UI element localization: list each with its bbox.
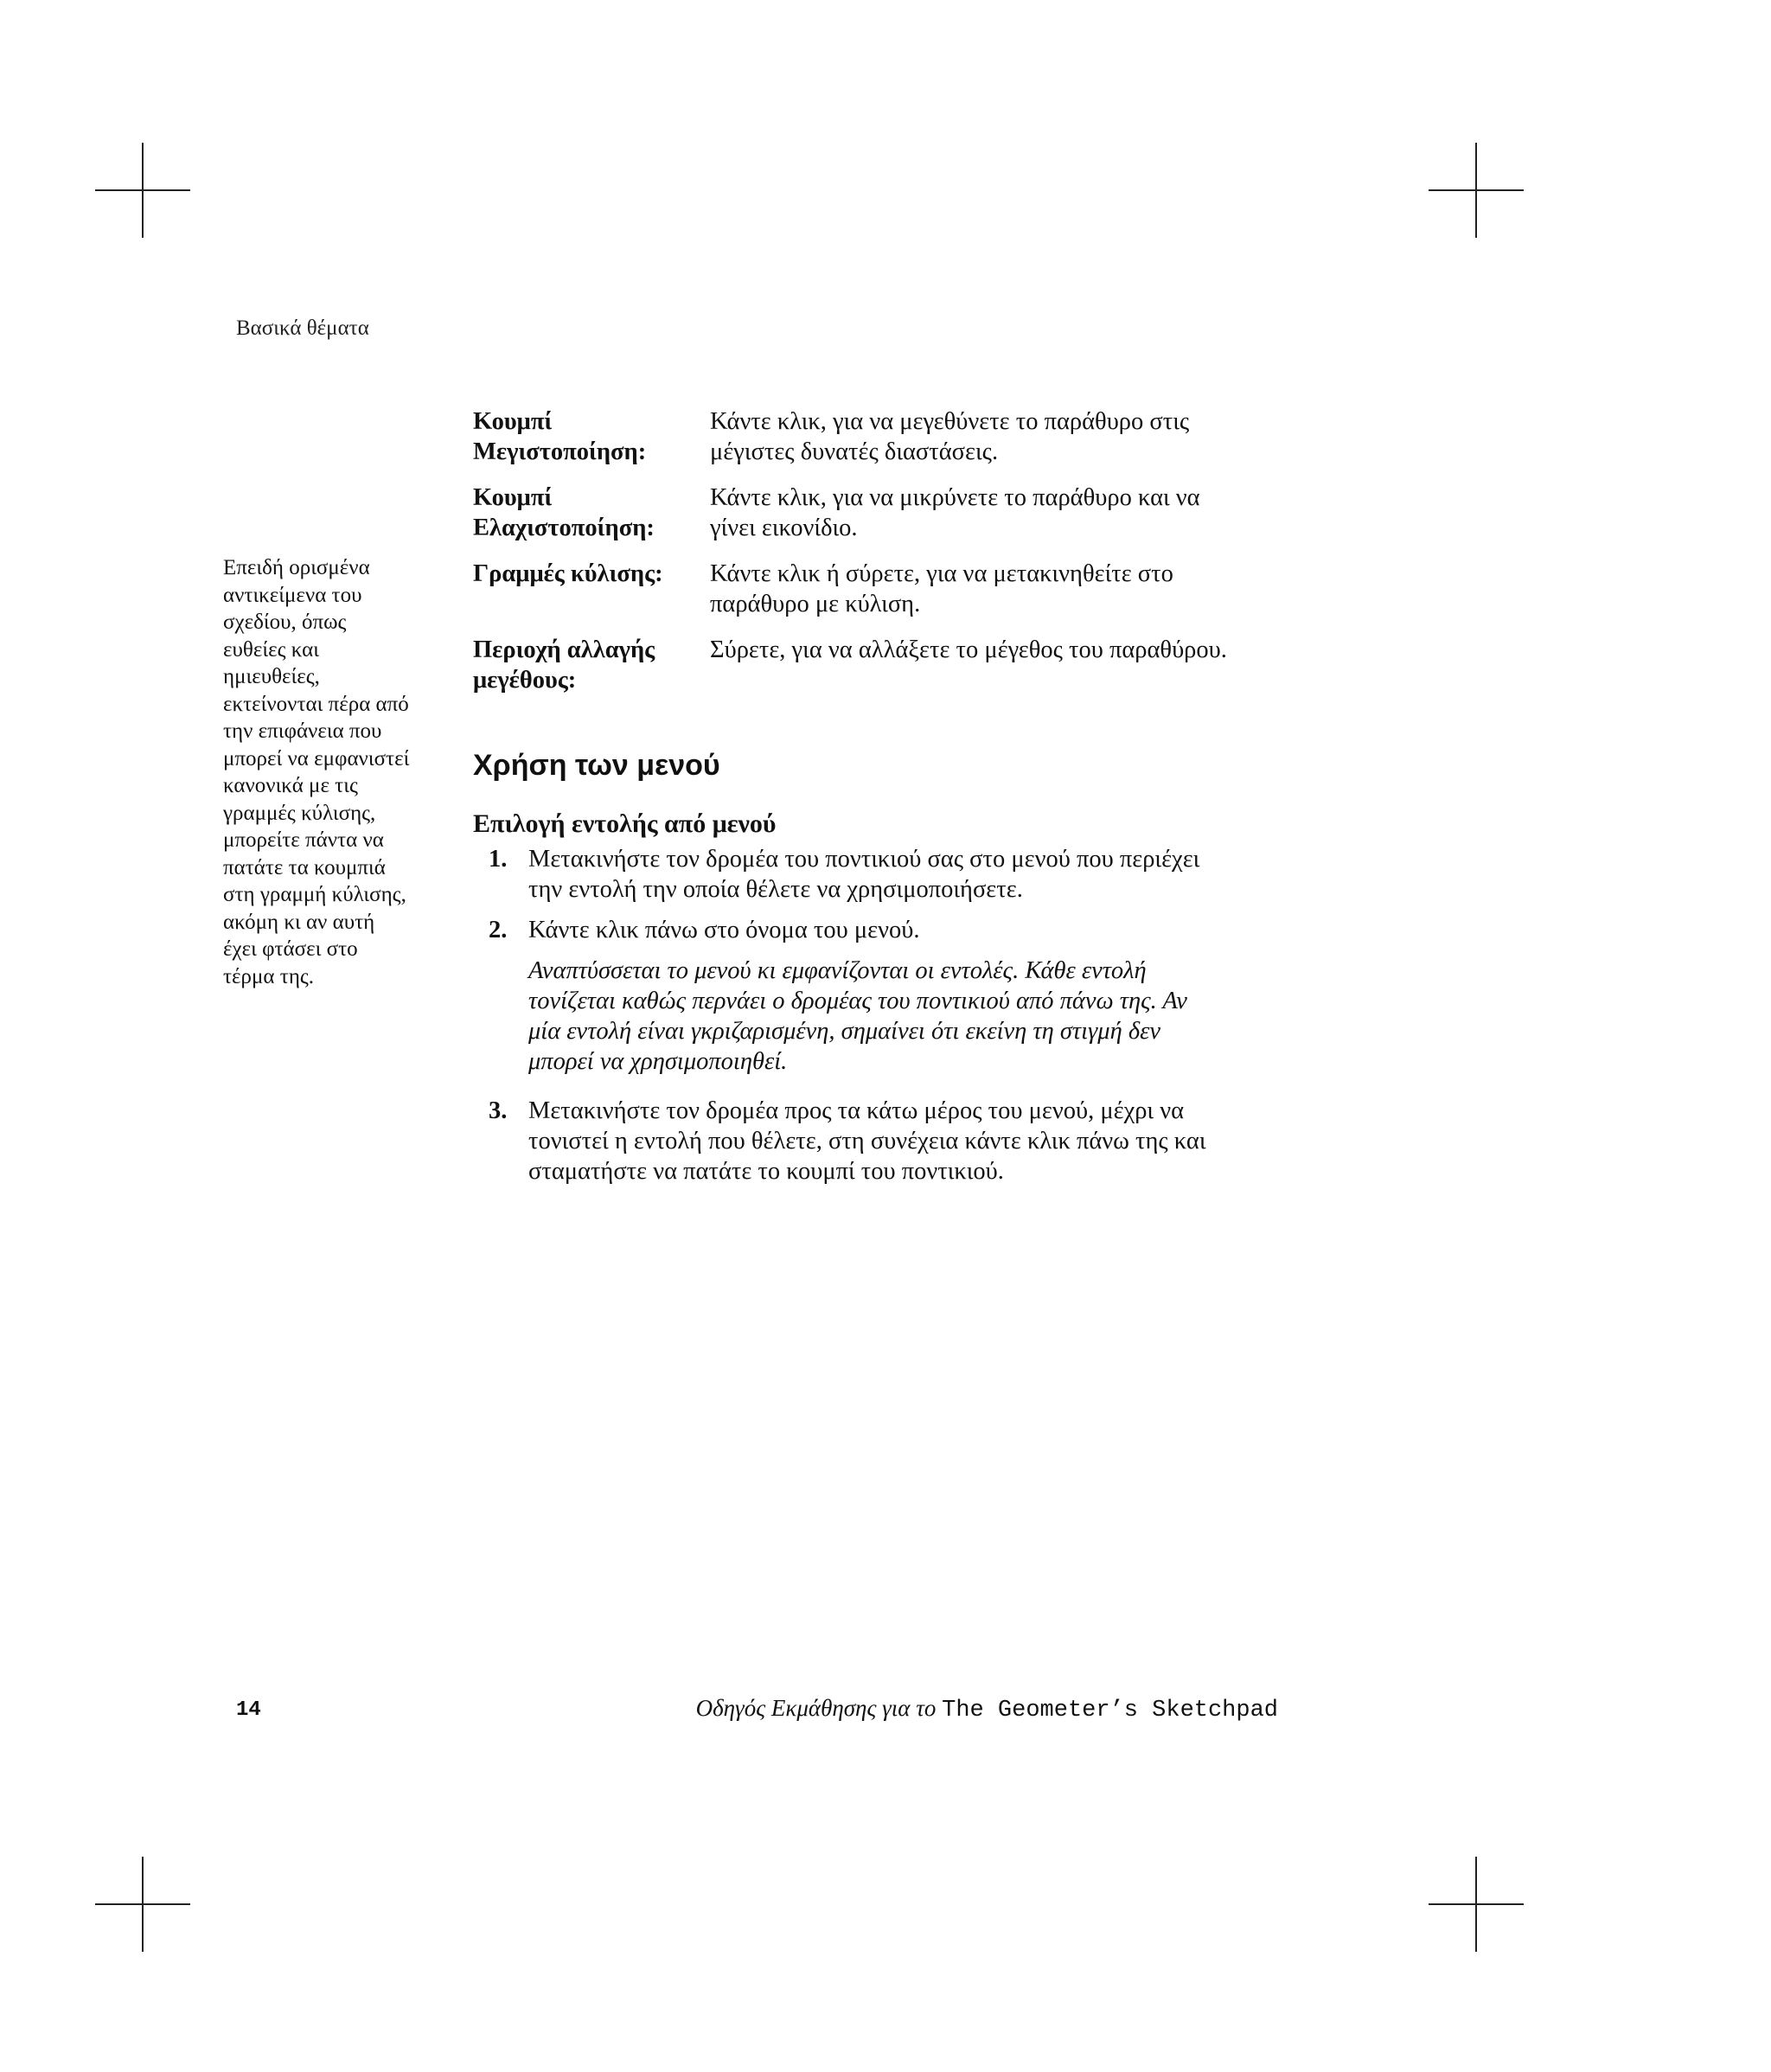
crop-mark xyxy=(142,143,144,238)
step-note-line: μπορεί να χρησιμοποιηθεί. xyxy=(528,1048,788,1075)
margin-note-line: αντικείμενα του xyxy=(223,583,362,607)
step-body xyxy=(528,1096,1206,1186)
margin-note-line: σχεδίου, όπως xyxy=(223,611,347,634)
definition-row xyxy=(473,635,1286,695)
running-header: Βασικά θέματα xyxy=(236,317,369,340)
step-list xyxy=(489,844,1284,1197)
definition-term-line: Μεγιστοποίηση: xyxy=(473,438,647,465)
margin-note-line: τέρμα της. xyxy=(223,964,315,988)
definition-row xyxy=(473,483,1286,543)
definition-row xyxy=(473,406,1286,467)
definition-description xyxy=(710,406,1189,467)
step-line: Μετακινήστε τον δρομέα προς τα κάτω μέρος του μενού, μέχρι να xyxy=(528,1097,1185,1124)
margin-note xyxy=(223,554,439,990)
definition-row xyxy=(473,559,1286,619)
definition-term-line: Περιοχή αλλαγής xyxy=(473,636,655,663)
step-note-line: Αναπτύσσεται το μενού κι εμφανίζονται οι εντολές. Κάθε εντολή xyxy=(528,957,1147,984)
step-item xyxy=(489,844,1284,905)
definition-description-line: Κάντε κλικ, για να μικρύνετε το παράθυρο και να xyxy=(710,484,1200,511)
step-number: 2. xyxy=(489,917,508,943)
margin-note-line: γραμμές κύλισης, xyxy=(223,801,376,825)
definition-term-line: Ελαχιστοποίηση: xyxy=(473,515,655,541)
step-item xyxy=(489,915,1284,1085)
margin-note-line: εκτείνονται πέρα από xyxy=(223,692,409,716)
crop-mark xyxy=(1475,1857,1477,1952)
step-line: σταματήστε να πατάτε το κουμπί του ποντικιού. xyxy=(528,1158,1004,1185)
definition-table xyxy=(473,406,1286,711)
definition-description xyxy=(710,483,1200,543)
footer-title-product: The Geometer’s Sketchpad xyxy=(942,1698,1278,1723)
subsection-title: Επιλογή εντολής από μενού xyxy=(473,809,777,838)
margin-note-line: έχει φτάσει στο xyxy=(223,937,358,961)
step-body xyxy=(528,844,1199,905)
footer-title xyxy=(696,1695,1278,1723)
margin-note-line: κανονικά με τις xyxy=(223,774,358,797)
definition-term-line: Γραμμές κύλισης: xyxy=(473,560,663,587)
definition-term xyxy=(473,406,710,467)
definition-description-line: παράθυρο με κύλιση. xyxy=(710,591,921,617)
step-result-note xyxy=(528,956,1187,1077)
crop-mark xyxy=(1475,143,1477,238)
margin-note-line: ημιευθείες, xyxy=(223,665,320,688)
definition-term xyxy=(473,559,710,619)
section-title: Χρήση των μενού xyxy=(473,749,720,782)
page-number: 14 xyxy=(236,1698,261,1722)
step-note-line: μία εντολή είναι γκριζαρισμένη, σημαίνει ότι εκείνη τη στιγμή δεν xyxy=(528,1018,1160,1045)
step-line: Μετακινήστε τον δρομέα του ποντικιού σας στο μενού που περιέχει xyxy=(528,846,1200,873)
definition-description-line: γίνει εικονίδιο. xyxy=(710,515,858,541)
step-number: 3. xyxy=(489,1097,508,1124)
margin-note-line: Επειδή ορισμένα xyxy=(223,556,370,579)
definition-description xyxy=(710,635,1227,695)
footer-title-greek: Οδηγός Εκμάθησης για το xyxy=(695,1695,937,1721)
definition-description-line: Κάντε κλικ ή σύρετε, για να μετακινηθείτε στο xyxy=(710,560,1173,587)
margin-note-line: την επιφάνεια που xyxy=(223,719,382,743)
step-body xyxy=(528,915,1187,1085)
definition-term-line: μεγέθους: xyxy=(473,667,577,694)
definition-description-line: Σύρετε, για να αλλάξετε το μέγεθος του παραθύρου. xyxy=(710,636,1227,663)
margin-note-line: μπορείτε πάντα να xyxy=(223,828,384,852)
definition-description-line: Κάντε κλικ, για να μεγεθύνετε το παράθυρο στις xyxy=(710,408,1190,435)
margin-note-line: πατάτε τα κουμπιά xyxy=(223,855,386,879)
definition-description xyxy=(710,559,1173,619)
definition-term-line: Κουμπί xyxy=(473,484,553,511)
margin-note-line: ευθείες και xyxy=(223,637,319,662)
definition-term xyxy=(473,483,710,543)
definition-description-line: μέγιστες δυνατές διαστάσεις. xyxy=(710,438,999,465)
step-number: 1. xyxy=(489,846,508,873)
step-line: την εντολή την οποία θέλετε να χρησιμοποιήσετε. xyxy=(528,876,1023,903)
margin-note-line: στη γραμμή κύλισης, xyxy=(223,883,406,906)
step-line: Κάντε κλικ πάνω στο όνομα του μενού. xyxy=(528,917,920,943)
step-note-line: τονίζεται καθώς περνάει ο δρομέας του ποντικιού από πάνω της. Αν xyxy=(528,988,1187,1014)
definition-term-line: Κουμπί xyxy=(473,408,553,435)
definition-term xyxy=(473,635,710,695)
crop-mark xyxy=(142,1857,144,1952)
margin-note-line: μπορεί να εμφανιστεί xyxy=(223,746,410,771)
margin-note-line: ακόμη κι αν αυτή xyxy=(223,910,375,934)
step-item xyxy=(489,1096,1284,1186)
step-line: τονιστεί η εντολή που θέλετε, στη συνέχεια κάντε κλικ πάνω της και xyxy=(528,1128,1206,1154)
